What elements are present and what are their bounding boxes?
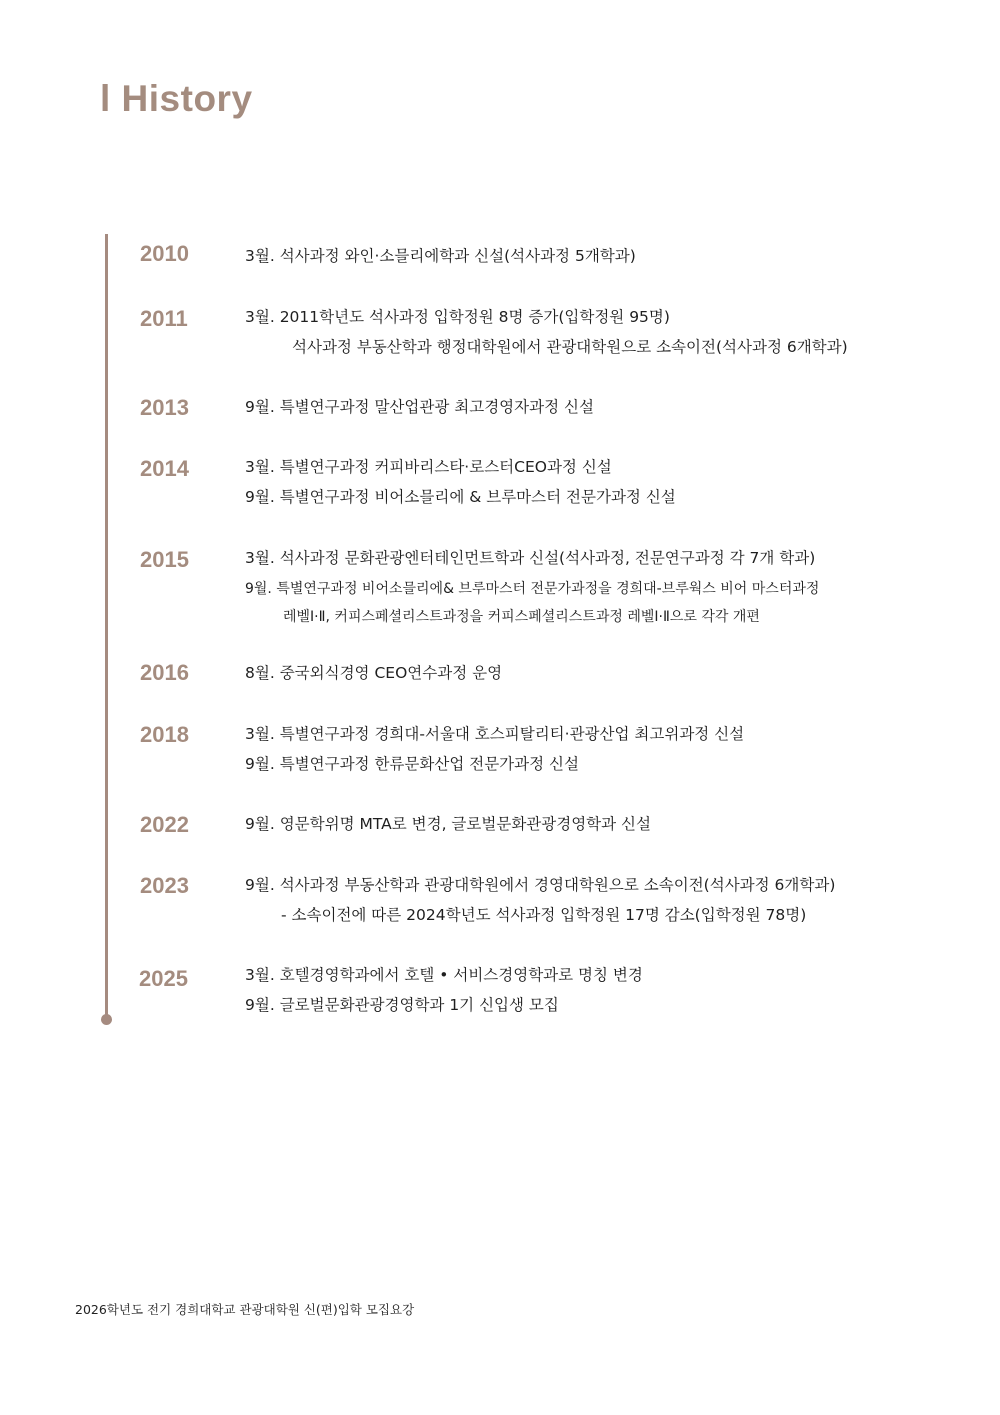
year-label: 2023 [140,873,189,898]
history-line: 8월. 중국외식경영 CEO연수과정 운영 [245,664,503,682]
history-line: 3월. 석사과정 와인·소믈리에학과 신설(석사과정 5개학과) [245,247,636,265]
history-line: 3월. 특별연구과정 커피바리스타·로스터CEO과정 신설 [245,458,612,476]
year-label: 2010 [140,241,189,266]
history-line: 3월. 호텔경영학과에서 호텔 • 서비스경영학과로 명칭 변경 [245,966,643,984]
history-line: 9월. 글로벌문화관광경영학과 1기 신입생 모집 [245,996,559,1014]
timeline-line [105,234,108,1020]
history-line: - 소속이전에 따른 2024학년도 석사과정 입학정원 17명 감소(입학정원 78명) [281,906,807,924]
history-line: 3월. 특별연구과정 경희대-서울대 호스피탈리티·관광산업 최고위과정 신설 [245,725,745,743]
year-label: 2011 [140,306,188,331]
year-label: 2018 [140,722,189,747]
year-label: 2016 [140,660,189,685]
year-label: 2015 [140,547,189,572]
history-line: 9월. 특별연구과정 말산업관광 최고경영자과정 신설 [245,398,594,416]
history-line: 9월. 영문학위명 MTA로 변경, 글로벌문화관광경영학과 신설 [245,815,651,833]
history-line: 9월. 특별연구과정 비어소믈리에& 브루마스터 전문가과정을 경희대-브루웍스 비어 마스터과정 [245,581,820,597]
history-line: 3월. 석사과정 문화관광엔터테인먼트학과 신설(석사과정, 전문연구과정 각 7개 학과) [245,549,816,567]
page-title: l History [100,78,253,119]
history-line: 레벨Ⅰ·Ⅱ, 커피스페셜리스트과정을 커피스페셜리스트과정 레벨Ⅰ·Ⅱ으로 각각 개편 [283,609,760,625]
year-label: 2022 [140,812,189,837]
timeline-end-dot [101,1014,112,1025]
year-label: 2013 [140,395,189,420]
page-footer: 2026학년도 전기 경희대학교 관광대학원 신(편)입학 모집요강 [75,1302,415,1317]
history-line: 9월. 특별연구과정 비어소믈리에 & 브루마스터 전문가과정 신설 [245,488,676,506]
history-line: 9월. 석사과정 부동산학과 관광대학원에서 경영대학원으로 소속이전(석사과정 6개학과) [245,876,836,894]
year-label: 2025 [139,966,188,991]
history-line: 9월. 특별연구과정 한류문화산업 전문가과정 신설 [245,755,579,773]
year-label: 2014 [140,456,189,481]
history-line: 3월. 2011학년도 석사과정 입학정원 8명 증가(입학정원 95명) [245,308,670,326]
history-line: 석사과정 부동산학과 행정대학원에서 관광대학원으로 소속이전(석사과정 6개학과) [292,338,848,356]
